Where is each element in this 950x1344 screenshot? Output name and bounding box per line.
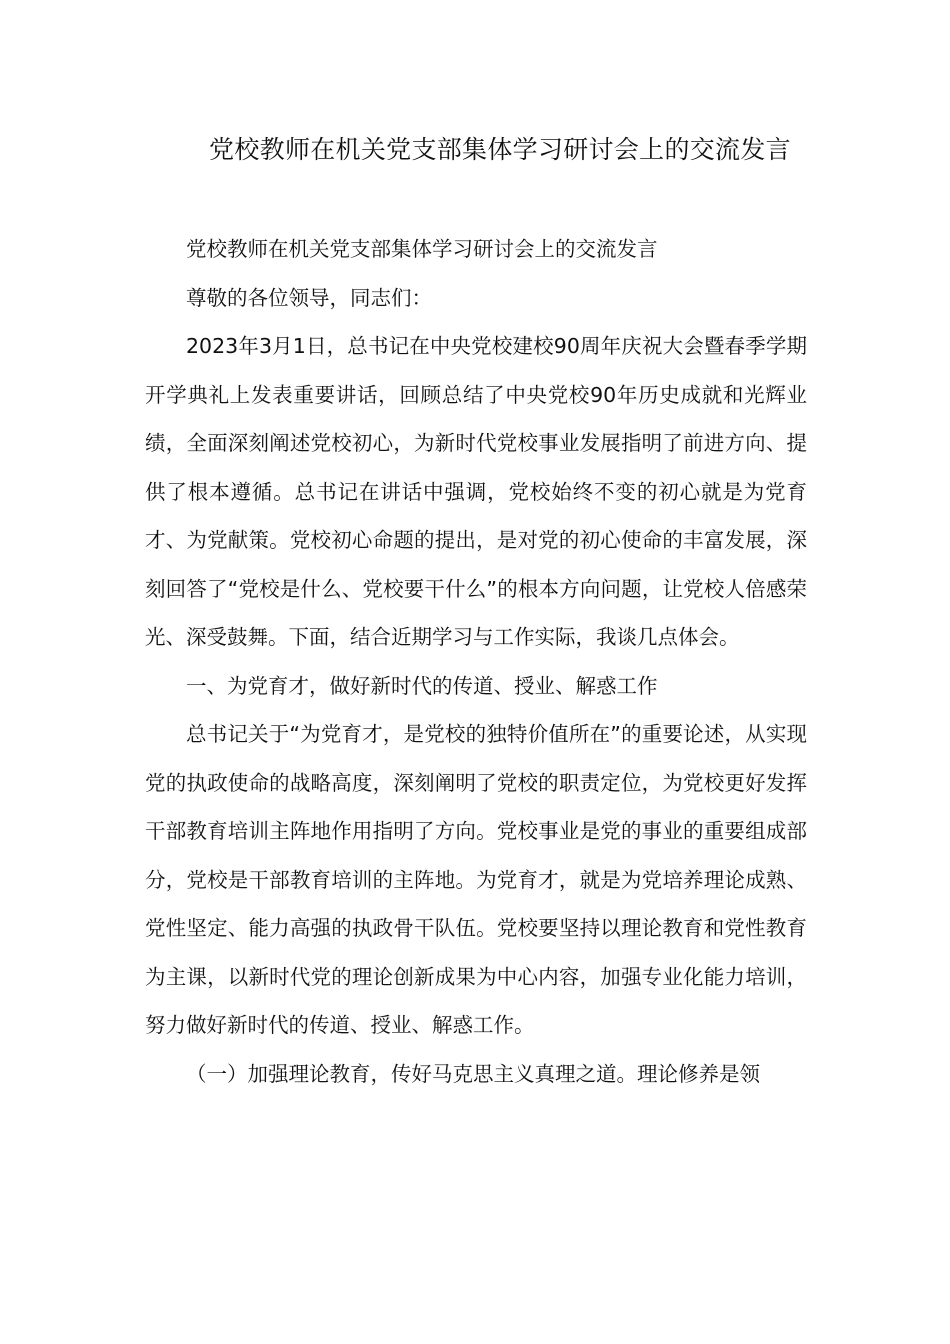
paragraph-intro: 2023年3月1日，总书记在中央党校建校90周年庆祝大会暨春季学期开学典礼上发表重要讲话，回顾总结了中央党校90年历史成就和光辉业绩，全面深刻阐述党校初心，为新时代党校事业发展指明了前进方向、提供了根本遵循。总书记在讲话中强调，党校始终不变的初心就是为党育才、为党献策。党校初心命题的提出，是对党的初心使命的丰富发展，深刻回答了“党校是什么、党校要干什么”的根本方向问题，让党校人倍感荣光、深受鼓舞。下面，结合近期学习与工作实际，我谈几点体会。 bbox=[145, 334, 807, 649]
document-body bbox=[145, 225, 807, 1098]
paragraph-heading-repeat: 党校教师在机关党支部集体学习研讨会上的交流发言 bbox=[186, 237, 658, 261]
paragraph-section-1: 总书记关于“为党育才，是党校的独特价值所在”的重要论述，从实现党的执政使命的战略高度，深刻阐明了党校的职责定位，为党校更好发挥干部教育培训主阵地作用指明了方向。党校事业是党的事业的重要组成部分，党校是干部教育培训的主阵地。为党育才，就是为党培养理论成熟、党性坚定、能力高强的执政骨干队伍。党校要坚持以理论教育和党性教育为主课，以新时代党的理论创新成果为中心内容，加强专业化能力培训，努力做好新时代的传道、授业、解惑工作。 bbox=[145, 722, 807, 1037]
document-title: 党校教师在机关党支部集体学习研讨会上的交流发言 bbox=[209, 135, 791, 164]
paragraph-salutation: 尊敬的各位领导，同志们： bbox=[186, 285, 432, 310]
paragraph-subsection-1: （一）加强理论教育，传好马克思主义真理之道。理论修养是领 bbox=[186, 1061, 760, 1086]
section-heading-1: 一、为党育才，做好新时代的传道、授业、解惑工作 bbox=[186, 673, 658, 698]
